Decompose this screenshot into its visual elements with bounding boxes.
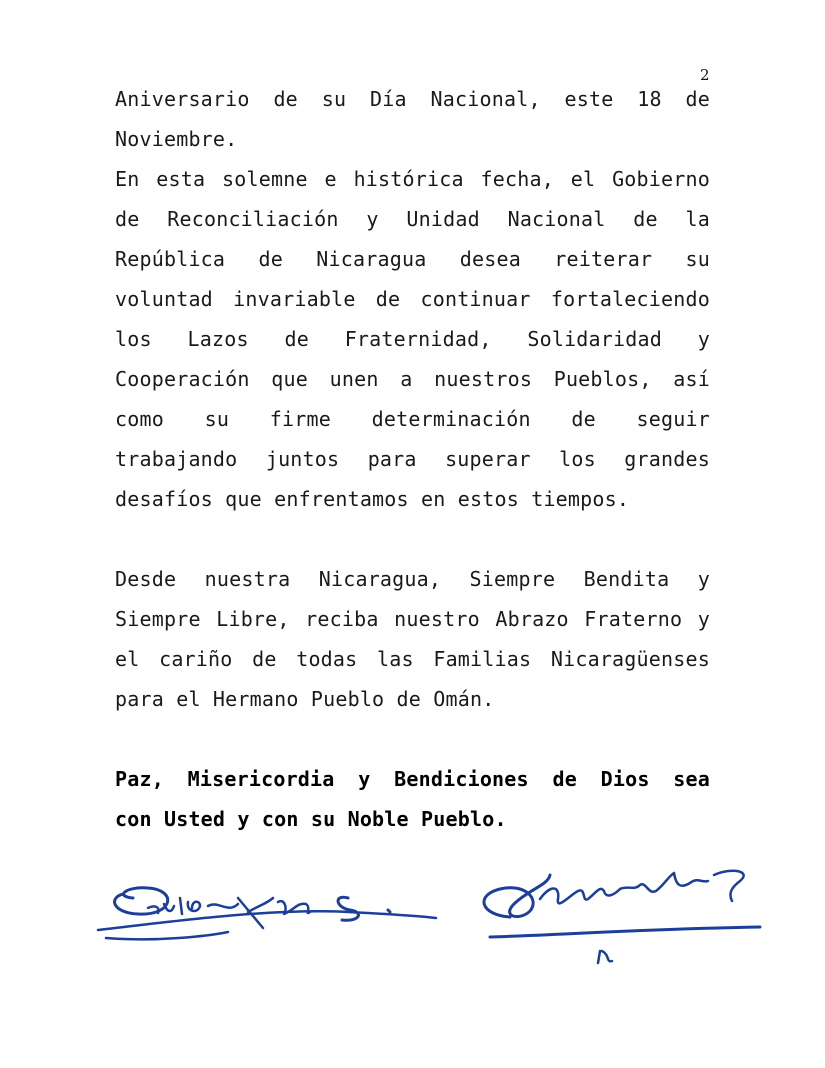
body-line-5: República de Nicaragua desea reiterar su	[115, 247, 710, 271]
closing-line-3: el cariño de todas las Familias Nicaragüenses	[115, 647, 710, 671]
body-line-6: voluntad invariable de continuar fortaleciendo	[115, 287, 710, 311]
body-line-10: trabajando juntos para superar los grandes	[115, 447, 710, 471]
blessing-line-1: Paz, Misericordia y Bendiciones de Dios sea	[115, 767, 710, 791]
blessing-line-2: con Usted y con su Noble Pueblo.	[115, 807, 507, 831]
body-line-3: En esta solemne e histórica fecha, el Gobierno	[115, 167, 710, 191]
body-line-2: Noviembre.	[115, 127, 238, 151]
closing-line-4: para el Hermano Pueblo de Omán.	[115, 687, 495, 711]
signature-right	[470, 855, 765, 970]
signature-left	[88, 868, 448, 948]
body-line-1: Aniversario de su Día Nacional, este 18 de	[115, 87, 710, 111]
body-line-4: de Reconciliación y Unidad Nacional de la	[115, 207, 710, 231]
signature-right-drawing	[470, 855, 765, 970]
body-line-9: como su firme determinación de seguir	[115, 407, 710, 431]
closing-line-2: Siempre Libre, reciba nuestro Abrazo Fraterno y	[115, 607, 710, 631]
body-line-11: desafíos que enfrentamos en estos tiempos.	[115, 487, 630, 511]
closing-line-1: Desde nuestra Nicaragua, Siempre Bendita y	[115, 567, 710, 591]
signature-left-drawing	[88, 868, 448, 948]
body-line-8: Cooperación que unen a nuestros Pueblos, así	[115, 367, 710, 391]
page-number: 2	[700, 66, 710, 84]
body-line-7: los Lazos de Fraternidad, Solidaridad y	[115, 327, 710, 351]
